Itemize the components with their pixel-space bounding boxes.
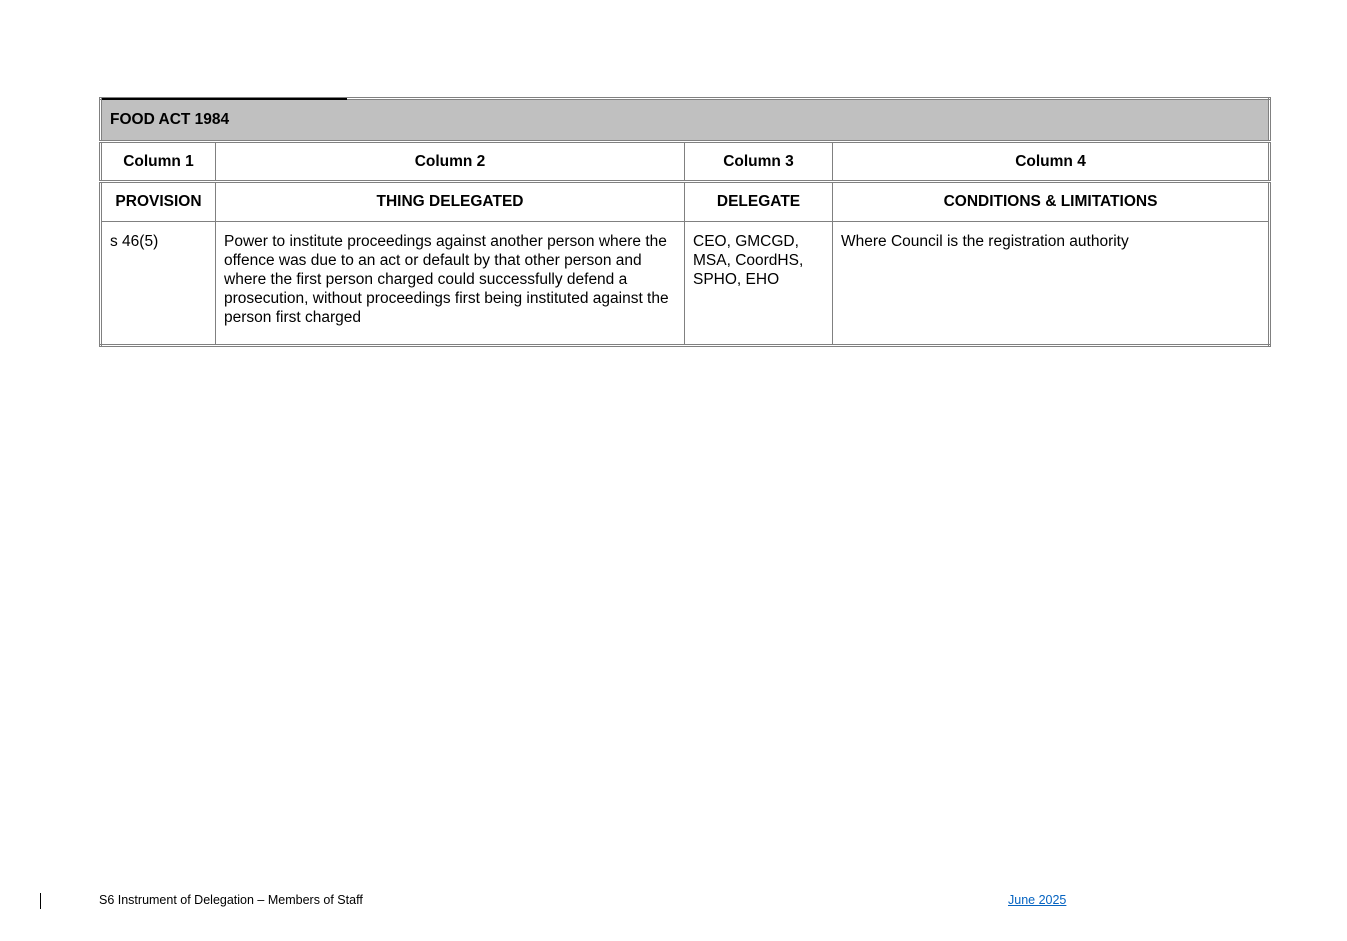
- column-2-label: Column 2: [216, 142, 685, 182]
- table-title: [101, 99, 1270, 142]
- column-number-row: [101, 142, 1270, 182]
- header-conditions: CONDITIONS & LIMITATIONS: [833, 182, 1270, 222]
- table-title-row: [101, 99, 1270, 142]
- column-header-row: [101, 182, 1270, 222]
- column-3-label: Column 3: [685, 142, 833, 182]
- title-accent-line: [102, 98, 347, 100]
- act-title: FOOD ACT 1984: [110, 111, 230, 128]
- footer-date-link[interactable]: June 2025: [1008, 893, 1067, 907]
- thing-delegated-cell: Power to institute proceedings against another person where the offence was due to an act or default by that other person and where the first person charged could successfully defend a prosecution, without proceedings first being instituted against the person first charged: [216, 222, 685, 346]
- footer-document-title: S6 Instrument of Delegation – Members of Staff: [99, 893, 363, 907]
- delegate-cell: CEO, GMCGD, MSA, CoordHS, SPHO, EHO: [685, 222, 833, 346]
- provision-cell: s 46(5): [101, 222, 216, 346]
- column-4-label: Column 4: [833, 142, 1270, 182]
- delegation-table: [99, 97, 1271, 347]
- margin-change-bar: [40, 893, 41, 909]
- conditions-cell: Where Council is the registration authority: [833, 222, 1270, 346]
- column-1-label: Column 1: [101, 142, 216, 182]
- header-delegate: DELEGATE: [685, 182, 833, 222]
- header-thing-delegated: THING DELEGATED: [216, 182, 685, 222]
- table-row: [101, 222, 1270, 346]
- header-provision: PROVISION: [101, 182, 216, 222]
